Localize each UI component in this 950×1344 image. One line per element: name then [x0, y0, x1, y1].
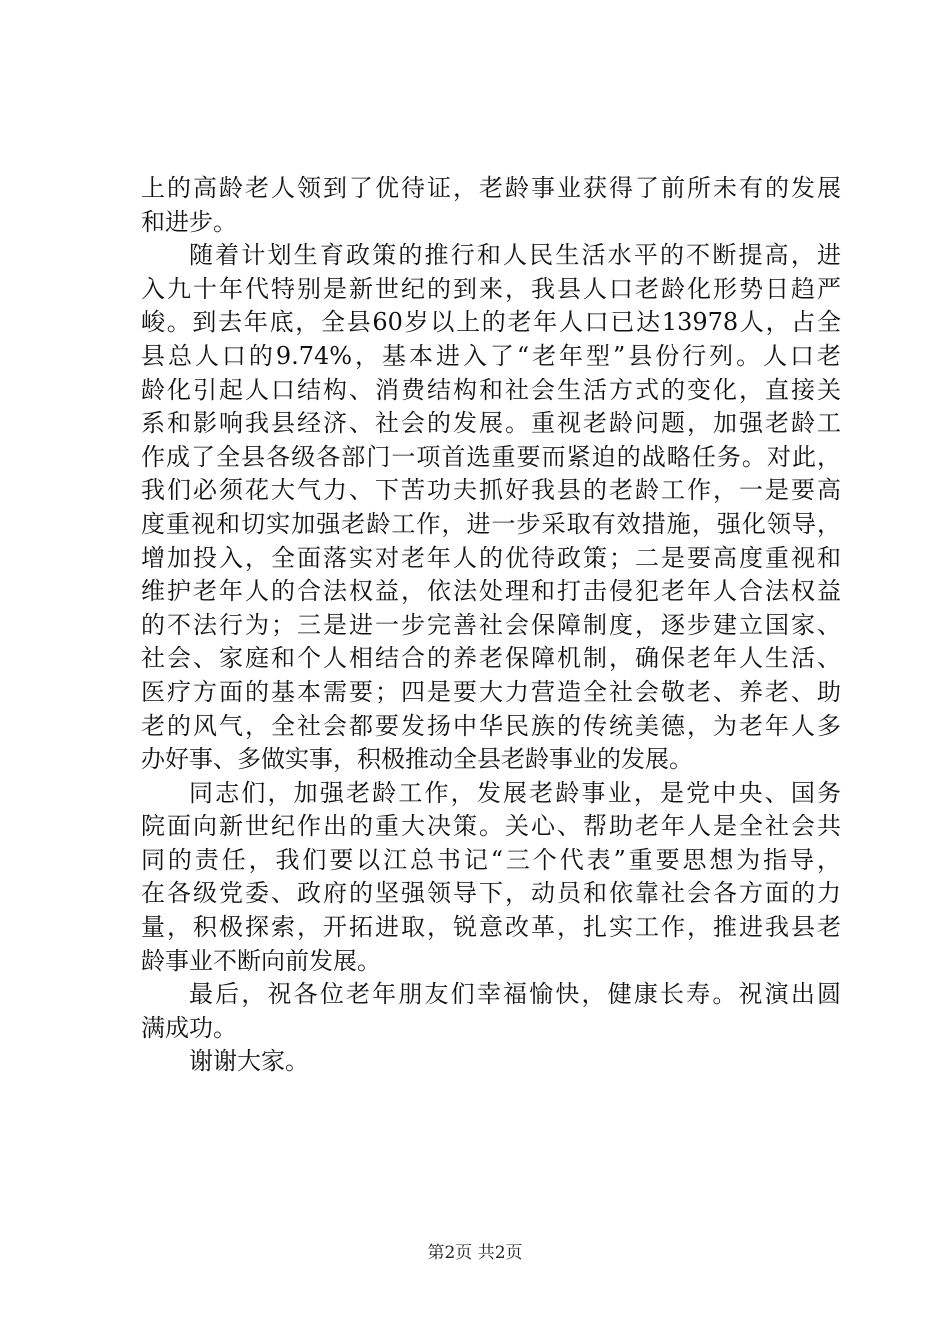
text-line: 社会、家庭和个人相结合的养老保障机制，确保老年人生活、 [141, 644, 841, 673]
text-line: 最后，祝各位老年朋友们幸福愉快，健康长寿。祝演出圆 [189, 980, 841, 1009]
text-line: 医疗方面的基本需要；四是要大力营造全社会敬老、养老、助 [141, 677, 841, 706]
text-line: 在各级党委、政府的坚强领导下，动员和依靠社会各方面的力 [141, 879, 841, 908]
text-line: 量，积极探索，开拓进取，锐意改革，扎实工作，推进我县老 [141, 913, 841, 942]
text-line: 院面向新世纪作出的重大决策。关心、帮助老年人是全社会共 [141, 812, 841, 841]
text-line: 随着计划生育政策的推行和人民生活水平的不断提高，进 [189, 241, 841, 270]
text-line: 系和影响我县经济、社会的发展。重视老龄问题，加强老龄工 [141, 409, 841, 438]
text-line: 龄事业不断向前发展。 [141, 946, 381, 975]
text-line: 的不法行为；三是进一步完善社会保障制度，逐步建立国家、 [141, 610, 841, 639]
text-line: 同的责任，我们要以江总书记“三个代表”重要思想为指导， [141, 845, 841, 874]
text-line: 老的风气，全社会都要发扬中华民族的传统美德，为老年人多 [141, 711, 841, 740]
text-line: 和进步。 [141, 207, 237, 236]
text-line: 上的高龄老人领到了优待证，老龄事业获得了前所未有的发展 [141, 174, 841, 202]
text-line: 谢谢大家。 [189, 1047, 309, 1076]
text-line: 度重视和切实加强老龄工作，进一步采取有效措施，强化领导， [141, 509, 841, 538]
text-line: 维护老年人的合法权益，依法处理和打击侵犯老年人合法权益 [141, 577, 841, 606]
text-line: 龄化引起人口结构、消费结构和社会生活方式的变化，直接关 [141, 375, 841, 404]
text-line: 入九十年代特别是新世纪的到来，我县人口老龄化形势日趋严 [141, 274, 841, 303]
page-footer: 第2页 共2页 [427, 1243, 523, 1263]
text-line: 同志们，加强老龄工作，发展老龄事业，是党中央、国务 [189, 778, 841, 807]
text-line: 峻。到去年底，全县60岁以上的老年人口已达13978人，占全 [141, 308, 841, 337]
document-body [141, 172, 841, 1079]
text-line: 县总人口的9.74%，基本进入了“老年型”县份行列。人口老 [141, 341, 841, 370]
text-line: 办好事、多做实事，积极推动全县老龄事业的发展。 [141, 745, 693, 774]
text-line: 满成功。 [141, 1013, 237, 1042]
text-line: 我们必须花大气力、下苦功夫抓好我县的老龄工作，一是要高 [141, 476, 841, 505]
text-line: 增加投入，全面落实对老年人的优待政策；二是要高度重视和 [141, 543, 841, 572]
text-line: 作成了全县各级各部门一项首选重要而紧迫的战略任务。对此， [141, 442, 841, 471]
